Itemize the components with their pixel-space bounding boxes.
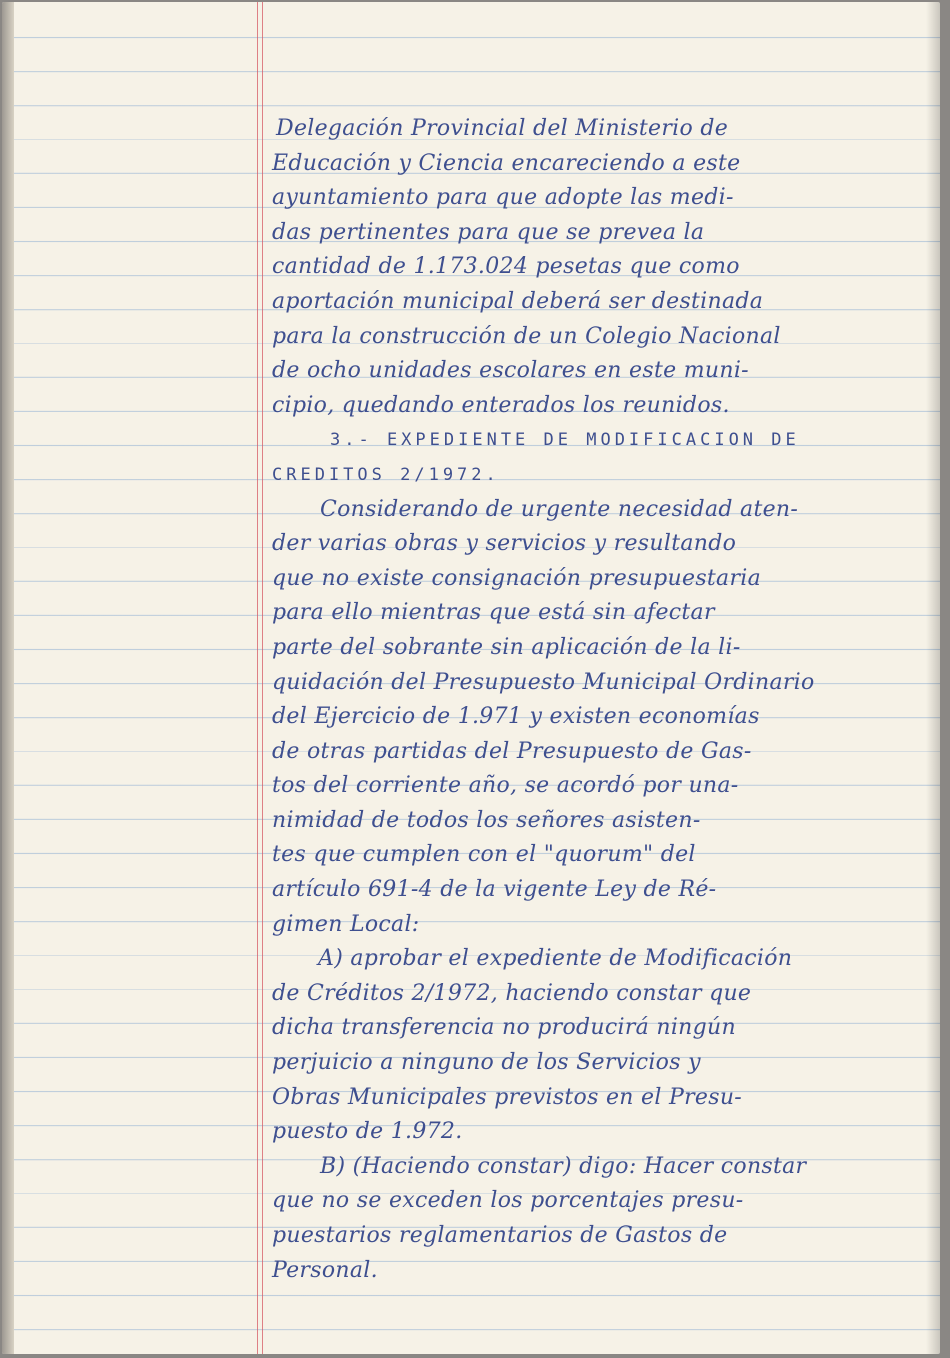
text-line: ayuntamiento para que adopte las medi- [272,185,734,211]
text-line: cipio, quedando enterados los reunidos. [272,392,730,418]
text-line: Delegación Provincial del Ministerio de [276,116,729,141]
text-line: de Créditos 2/1972, haciendo constar que [272,980,752,1006]
text-line: tos del corriente año, se acordó por una- [272,773,739,799]
text-line: A) aprobar el expediente de Modificación [318,946,793,972]
text-line: dicha transferencia no producirá ningún [272,1015,736,1041]
section-heading: CREDITOS 2/1972. [272,464,500,485]
margin-rule [262,2,263,1354]
handwritten-text [272,112,897,1288]
text-line: artículo 691-4 de la vigente Ley de Ré- [272,877,717,903]
text-line: Obras Municipales previstos en el Presu- [272,1084,743,1110]
margin-rule [257,2,258,1354]
text-line: aportación municipal deberá ser destinada [272,288,764,314]
text-line: para ello mientras que está sin afectar [272,600,715,626]
page-binding-edge [2,2,14,1354]
text-line: Personal. [272,1257,378,1283]
text-line: puesto de 1.972. [272,1119,463,1145]
text-line: de otras partidas del Presupuesto de Gas- [272,738,752,764]
text-line: B) (Haciendo constar) digo: Hacer constar [320,1153,807,1179]
text-line: que no existe consignación presupuestaria [272,565,762,591]
text-line: gimen Local: [272,911,420,937]
text-line: Educación y Ciencia encareciendo a este [272,150,741,176]
text-line: que no se exceden los porcentajes presu- [272,1188,744,1214]
page-edge-shadow [926,2,940,1354]
text-line: Considerando de urgente necesidad aten- [320,496,799,522]
ledger-page [2,2,940,1354]
text-line: nimidad de todos los señores asisten- [272,807,701,833]
text-line: das pertinentes para que se prevea la [272,219,705,245]
text-line: del Ejercicio de 1.971 y existen economías [272,704,760,730]
text-line: para la construcción de un Colegio Nacional [272,323,781,349]
section-heading: 3.- EXPEDIENTE DE MODIFICACION DE [330,430,800,451]
text-line: quidación del Presupuesto Municipal Ordinario [272,669,815,695]
text-line: cantidad de 1.173.024 pesetas que como [272,254,740,280]
text-line: tes que cumplen con el "quorum" del [272,842,696,868]
text-line: puestarios reglamentarios de Gastos de [272,1223,728,1248]
text-line: parte del sobrante sin aplicación de la li- [272,634,741,660]
text-line: perjuicio a ninguno de los Servicios y [272,1050,701,1076]
text-line: der varias obras y servicios y resultando [272,531,737,557]
text-line: de ocho unidades escolares en este muni- [272,358,749,384]
